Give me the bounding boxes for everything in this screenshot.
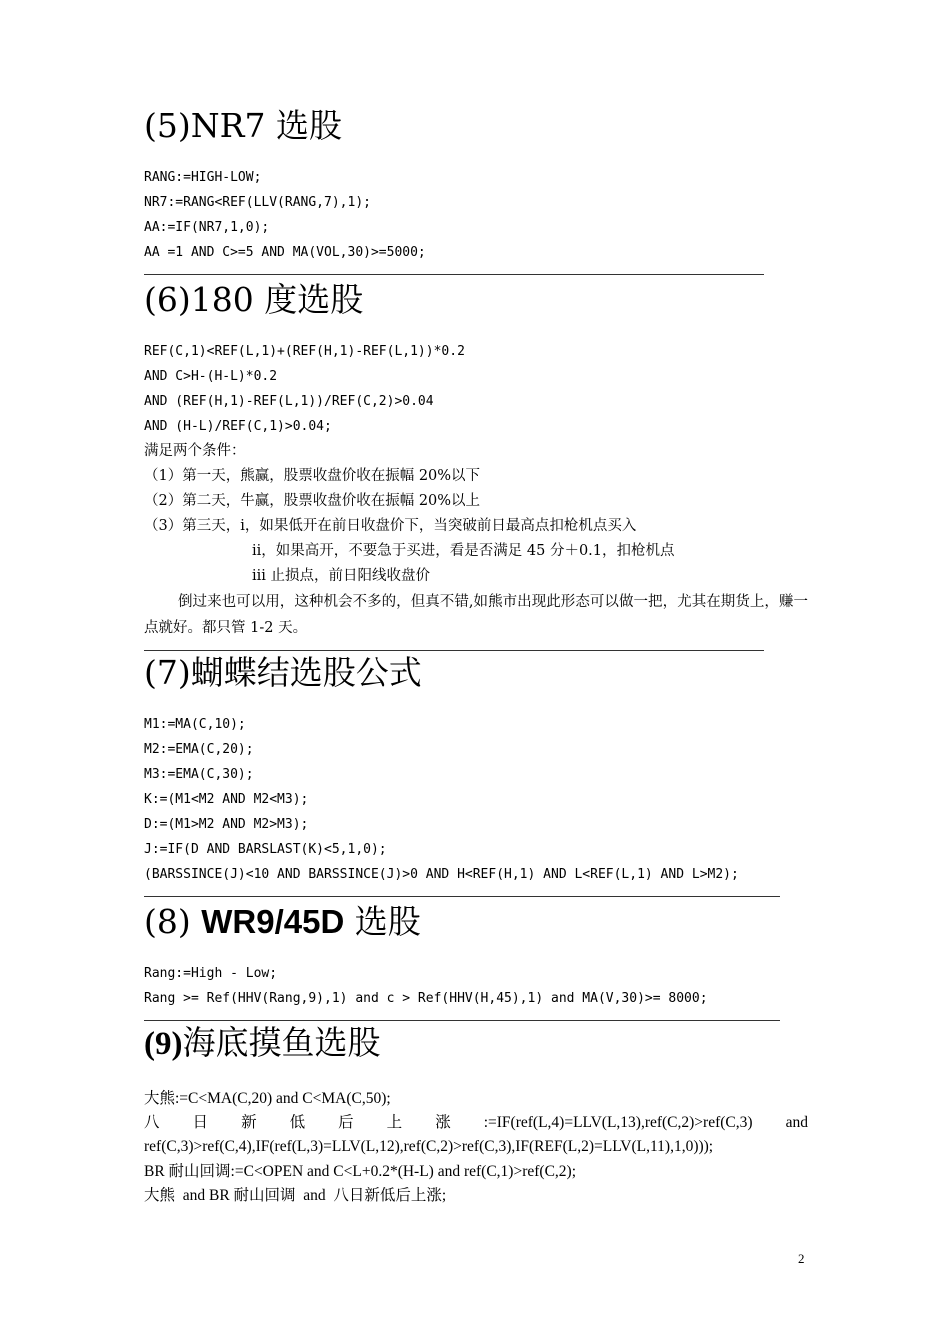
divider — [144, 274, 764, 275]
formula-word: 低 — [289, 1114, 306, 1132]
heading-180-degree: (6)180 度选股 — [144, 280, 364, 319]
code-line: AND C>H-(H-L)*0.2 — [144, 369, 278, 384]
code-line: RANG:=HIGH-LOW; — [144, 170, 262, 185]
condition-item: （3）第三天，i，如果低开在前日收盘价下，当突破前日最高点扣枪机点买入 — [144, 518, 637, 534]
code-line: (BARSSINCE(J)<10 AND BARSSINCE(J)>0 AND H<REF(H,1) AND L<REF(L,1) AND L>M2); — [144, 867, 739, 882]
divider — [144, 650, 764, 651]
code-line: D:=(M1>M2 AND M2>M3); — [144, 817, 309, 832]
code-line: Rang >= Ref(HHV(Rang,9),1) and c > Ref(HHV(H,45),1) and MA(V,30)>= 8000; — [144, 991, 708, 1006]
code-line: M1:=MA(C,10); — [144, 717, 246, 732]
formula-word: 八 — [144, 1114, 160, 1132]
page-number: 2 — [798, 1251, 805, 1266]
code-line: M2:=EMA(C,20); — [144, 742, 254, 757]
formula-word: 上 — [386, 1114, 403, 1132]
formula-word: 涨 — [435, 1114, 451, 1132]
heading-wr9-prefix: (8) — [144, 902, 191, 941]
code-line: AND (REF(H,1)-REF(L,1))/REF(C,2)>0.04 — [144, 394, 434, 409]
code-line: M3:=EMA(C,30); — [144, 767, 254, 782]
heading-wr9 — [144, 902, 421, 942]
code-line: AA =1 AND C>=5 AND MA(VOL,30)>=5000; — [144, 245, 426, 260]
heading-seabed — [144, 1024, 380, 1064]
formula-line: BR 耐山回调:=C<OPEN and C<L+0.2*(H-L) and ref(C,1)>ref(C,2); — [144, 1162, 577, 1180]
formula-line-justified — [144, 1111, 808, 1135]
condition-item: ii，如果高开，不要急于买进，看是否满足 45 分＋0.1，扣枪机点 — [252, 543, 675, 559]
formula-word: 新 — [241, 1114, 257, 1132]
formula-word: and — [785, 1114, 808, 1132]
formula-line: 大熊:=C<MA(C,20) and C<MA(C,50); — [144, 1090, 391, 1107]
seabed-formula — [144, 1087, 808, 1208]
code-line: AA:=IF(NR7,1,0); — [144, 220, 270, 235]
code-line: K:=(M1<M2 AND M2<M3); — [144, 792, 309, 807]
heading-nr7: (5)NR7 选股 — [144, 106, 342, 145]
heading-wr9-bold: WR9/45D — [201, 903, 345, 940]
heading-seabed-number: (9) — [144, 1026, 183, 1062]
condition-item: iii 止损点，前日阳线收盘价 — [252, 568, 431, 584]
heading-seabed-title: 海底摸鱼选股 — [182, 1026, 381, 1062]
formula-line: 大熊 and BR 耐山回调 and 八日新低后上涨; — [144, 1186, 447, 1204]
code-line: J:=IF(D AND BARSLAST(K)<5,1,0); — [144, 842, 387, 857]
formula-word: 日 — [192, 1114, 209, 1132]
condition-item: （1）第一天，熊赢，股票收盘价收在振幅 20%以下 — [144, 468, 481, 484]
condition-item: （2）第二天，牛赢，股票收盘价收在振幅 20%以上 — [144, 493, 481, 509]
code-line: Rang:=High - Low; — [144, 966, 278, 981]
code-line: REF(C,1)<REF(L,1)+(REF(H,1)-REF(L,1))*0.2 — [144, 344, 465, 359]
note-paragraph: 倒过来也可以用，这种机会不多的，但真不错,如熊市出现此形态可以做一把，尤其在期货上，赚一点就好。都只管 1-2 天。 — [144, 594, 808, 636]
conditions-title: 满足两个条件： — [144, 443, 246, 459]
divider — [144, 896, 780, 897]
formula-line: ref(C,3)>ref(C,4),IF(ref(L,3)=LLV(L,12),ref(C,2)>ref(C,3),IF(REF(L,2)=LLV(L,11),1,0))); — [144, 1138, 714, 1156]
formula-word: :=IF(ref(L,4)=LLV(L,13),ref(C,2)>ref(C,3) — [483, 1114, 753, 1132]
heading-butterfly: (7)蝴蝶结选股公式 — [144, 653, 422, 692]
code-line: AND (H-L)/REF(C,1)>0.04; — [144, 419, 332, 434]
divider — [144, 1020, 780, 1021]
code-line: NR7:=RANG<REF(LLV(RANG,7),1); — [144, 195, 371, 210]
formula-word: 后 — [338, 1114, 354, 1132]
heading-wr9-suffix: 选股 — [354, 902, 421, 941]
